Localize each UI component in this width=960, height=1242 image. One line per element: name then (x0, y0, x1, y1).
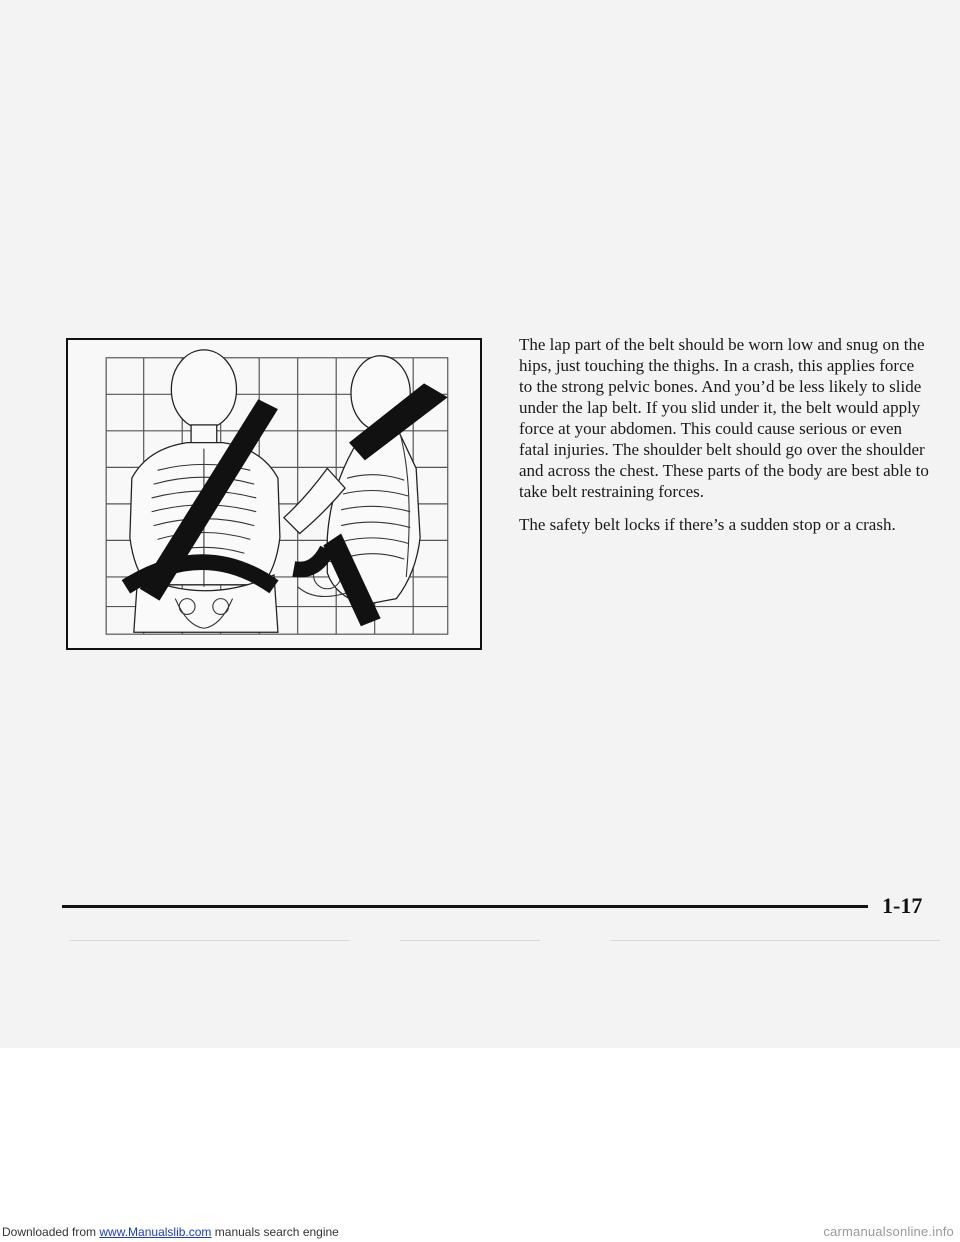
manualslib-link[interactable]: www.Manualslib.com (99, 1225, 212, 1239)
paragraph-lap-belt: The lap part of the belt should be worn low and snug on the hips, just touching the thighs. In a crash, this applies force to the strong pelvic bones. And you’d be less likely to slide under the lap belt. If you slid under it, the belt would apply force at your abdomen. This could cause serious or even fatal injuries. The shoulder belt should go over the shoulder and across the chest. These parts of the body are best able to take belt restraining forces. (519, 335, 929, 501)
scan-artifact-line (400, 940, 540, 941)
download-watermark-bar (0, 1222, 960, 1242)
page-bottom-margin (0, 1048, 960, 1242)
paragraph-belt-locks: The safety belt locks if there’s a sudden stop or a crash. (519, 515, 896, 534)
seatbelt-skeleton-illustration (66, 338, 482, 650)
body-text (519, 334, 931, 547)
watermark-prefix: Downloaded from (2, 1225, 100, 1239)
watermark-suffix: manuals search engine (211, 1225, 339, 1239)
scan-artifact-line (610, 940, 940, 941)
scan-artifact-line (70, 940, 350, 941)
footer-rule (62, 905, 868, 908)
illustration-svg (68, 340, 480, 648)
watermark-right: carmanualsonline.info (823, 1224, 954, 1239)
watermark-left (2, 1222, 339, 1242)
page-number: 1-17 (882, 893, 923, 918)
